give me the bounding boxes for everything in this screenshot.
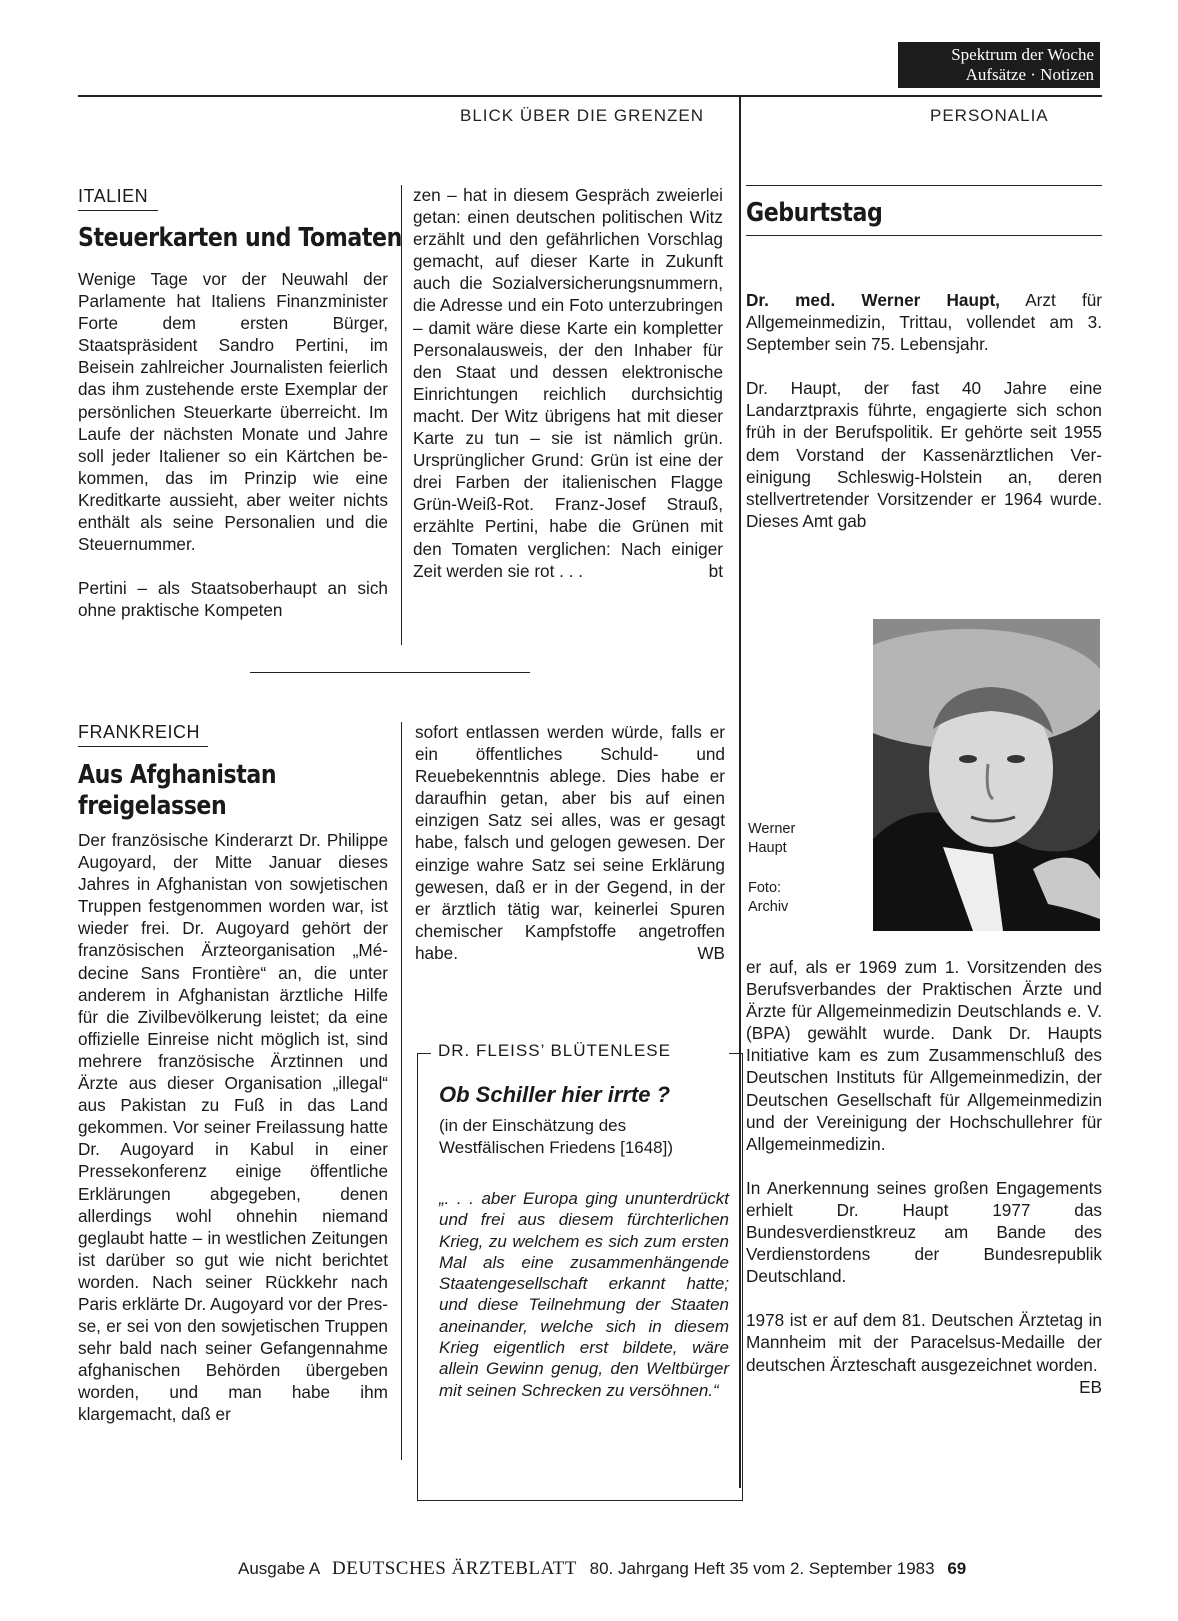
headline-rule-top: [746, 185, 1102, 186]
paragraph-text: zen – hat in diesem Gespräch zweierlei getan: einen deutschen politischen Witz erzählt und den gefährlichen Vorschlag gemacht, auf dieser Karte in Zukunft auch die Sozialversicherungsnummern, die Adresse und ein Foto unterzubringen – damit wäre diese Karte ein kompletter Personalausweis, der den Inhaber für den Staat und dessen elektronische Einrichtungen reichlich durchsichtig macht. Der Witz übrigens hat mit dieser Karte zu tun – sie ist nämlich grün. Ursprünglicher Grund: Grün ist eine der drei Farben der italienischen Flagge Grün-Weiß-Rot. Franz-Josef Strauß, erzählte Pertini, habe die Grünen mit den Tomaten verglichen: Nach einiger Zeit werden sie rot . . .: [413, 185, 723, 581]
paragraph-text: 1978 ist er auf dem 81. Deutschen Ärztetag in Mannheim mit der Paracelsus-Medaille der deutschen Ärzteschaft ausgezeichnet worden.: [746, 1310, 1102, 1375]
italien-column-1: [78, 268, 388, 621]
paragraph: [746, 1309, 1102, 1397]
author-signature: WB: [697, 942, 725, 963]
paragraph: [415, 721, 725, 964]
paragraph: Dr. Haupt, der fast 40 Jahre eine Landarztpraxis führte, engagierte sich schon früh in der Berufspolitik. Er gehörte seit 1955 dem Vorstand der Kassenärztlichen Vereinigung Schleswig-Holstein an, deren stellvertretender Vorsitzender er 1964 wurde. Dieses Amt gab: [746, 378, 1102, 531]
footer-publication: DEUTSCHES ÄRZTEBLATT: [332, 1558, 577, 1579]
box-top-border-left: [417, 1053, 431, 1054]
paragraph: Wenige Tage vor der Neuwahl der Parlamente hat Italiens Finanzminister Forte dem ersten Bürger, Staatspräsident Sandro Pertini, im Beisein zahlreicher Journalisten feierlich das ihm zustehende erste Exemplar der persönlichen Steuerkarte überreicht. Im Laufe der nächsten Monate und Jahre soll jeder Italiener so ein Kärtchen bekommen, das im Prinzip wie eine Kreditkarte aussieht, aber weiter nichts enthält als seine Personalien und die Steuernummer.: [78, 269, 388, 555]
headline-frankreich-2: freigelassen: [78, 791, 227, 821]
paragraph: [746, 289, 1102, 355]
section-divider: [739, 95, 741, 155]
footer-edition: Ausgabe A: [238, 1559, 320, 1578]
box-label: DR. FLEISS’ BLÜTENLESE: [438, 1041, 671, 1060]
top-rule: [78, 95, 1102, 97]
paragraph: Pertini – als Staatsoberhaupt an sich ohne praktische Kompeten: [78, 578, 388, 621]
photo-caption-name-2: Haupt: [748, 840, 787, 856]
paragraph: er auf, als er 1969 zum 1. Vorsitzenden des Berufsverbandes der Praktischen Ärzte und Ärzte für Allgemeinmedizin Deutschlands e. V. (BPA) gewählt wurde. Dank Dr. Haupts Initiative kam es zum Zusammenschluß des Deutschen Instituts für Allgemeinmedizin, der Deutschen Gesellschaft für Allgemeinmedizin und der Vereinigung der Hochschullehrer für Allgemeinmedizin.: [746, 957, 1102, 1154]
frankreich-column-2: [415, 721, 725, 964]
section-badge: [898, 42, 1100, 88]
person-name: Dr. med. Werner Haupt,: [746, 290, 1000, 310]
footer-issue: 80. Jahrgang Heft 35 vom 2. September 1983: [589, 1559, 935, 1578]
kicker-frankreich: FRANKREICH: [78, 722, 201, 742]
geburtstag-column-top: [746, 289, 1102, 532]
box-top-border-right: [729, 1053, 743, 1054]
kicker-italien: ITALIEN: [78, 186, 149, 206]
section-label-right: PERSONALIA: [930, 106, 1049, 125]
page-number: 69: [947, 1559, 967, 1578]
page-footer: [238, 1558, 966, 1580]
photo-credit-1: Foto:: [748, 880, 782, 896]
author-signature: EB: [1079, 1376, 1102, 1397]
frankreich-column-1: [78, 829, 388, 1426]
section-label-left: BLICK ÜBER DIE GRENZEN: [460, 106, 704, 125]
headline-italien: Steuerkarten und Tomaten: [78, 223, 402, 253]
photo-caption-name-1: Werner: [748, 821, 796, 837]
paragraph-text: sofort entlassen werden würde, falls er ein öffentliches Schuld- und Reuebekenntnis ablege. Dies habe er daraufhin getan, aber bis auf einen einzigen Satz sei alles, was er gesagt habe, falsch und gelogen gewesen. Der einzige wahre Satz sei seine Erklärung gewesen, daß er in der Gegend, in der er ärztlich tätig war, keinerlei Spuren chemischer Kampfstoffe angetroffen habe.: [415, 722, 725, 963]
paragraph: Der französische Kinderarzt Dr. Philippe Augoyard, der Mitte Januar dieses Jahres in Afghanistan von sowjetischen Truppen festgenommen worden war, ist wieder frei. Dr. Augoyard gehört der französischen Ärzteorganisation „Médecine Sans Frontière“ an, die unter anderem in Afghanistan ärztliche Hilfe für die Zivilbevölkerung leistet; da eine offizielle Einreise nicht möglich ist, sind mehrere französische Ärztinnen und Ärzte aus dieser Organisation „illegal“ aus Pakistan zu Fuß in das Land gekommen. Vor seiner Freilassung hatte Dr. Augoyard in Kabul in einer Pressekonferenz einige öffentliche Erklärungen abgegeben, denen allerdings wohl ohnehin niemand geglaubt hatte – in westlichen Zeitungen ist darüber so gut wie nicht berichtet worden. Nach seiner Rückkehr nach Paris erklärte Dr. Augoyard vor der Presse, er sei von den sowjetischen Truppen sehr bald nach seiner Gefangennahme afghanischen Behörden übergeben worden, und man habe ihm klargemacht, daß er: [78, 830, 388, 1425]
paragraph-text: Arzt für Allgemeinmedizin, Trittau, vollendet am 3. September sein 75. Lebensjahr.: [746, 290, 1102, 355]
paragraph: [413, 184, 723, 582]
badge-line-1: Spektrum der Woche: [951, 45, 1094, 64]
paragraph: In Anerkennung seines großen Engagements erhielt Dr. Haupt 1977 das Bundesverdienstkreuz am Bande des Verdienstordens der Bundesrepublik Deutschland.: [746, 1177, 1102, 1287]
portrait-image: [873, 619, 1100, 931]
headline-rule-bottom: [746, 235, 1102, 236]
column-divider: [401, 722, 402, 1460]
portrait-photo: [873, 619, 1100, 931]
box-headline: Ob Schiller hier irrte ?: [439, 1082, 671, 1107]
article-separator: [250, 672, 530, 673]
badge-line-2: Aufsätze · Notizen: [965, 65, 1094, 84]
author-signature: bt: [708, 560, 723, 581]
italien-column-2: [413, 184, 723, 582]
column-divider: [401, 185, 402, 645]
kicker-underline: [78, 746, 208, 747]
photo-credit-2: Archiv: [748, 899, 789, 915]
box-subtitle: (in der Einschätzung des Westfälischen Friedens [1648]): [439, 1116, 674, 1157]
kicker-underline: [78, 210, 158, 211]
geburtstag-column-bottom: [746, 956, 1102, 1398]
headline-frankreich-1: Aus Afghanistan: [78, 760, 277, 790]
headline-geburtstag: Geburtstag: [746, 198, 883, 228]
box-quote: „. . . aber Europa ging ununterdrückt und frei aus diesem fürchterlichen Krieg, zu welchem es sich zum ersten Mal als eine zusammenhängende Staatengesellschaft erkannt hatte; und diese Teilnehmung der Staaten aneinander, welche sich in diesem Krieg eigentlich erst bildete, wäre allein Gewinn genug, den Weltbürger mit seinen Schrecken zu versöhnen.“: [439, 1189, 729, 1400]
